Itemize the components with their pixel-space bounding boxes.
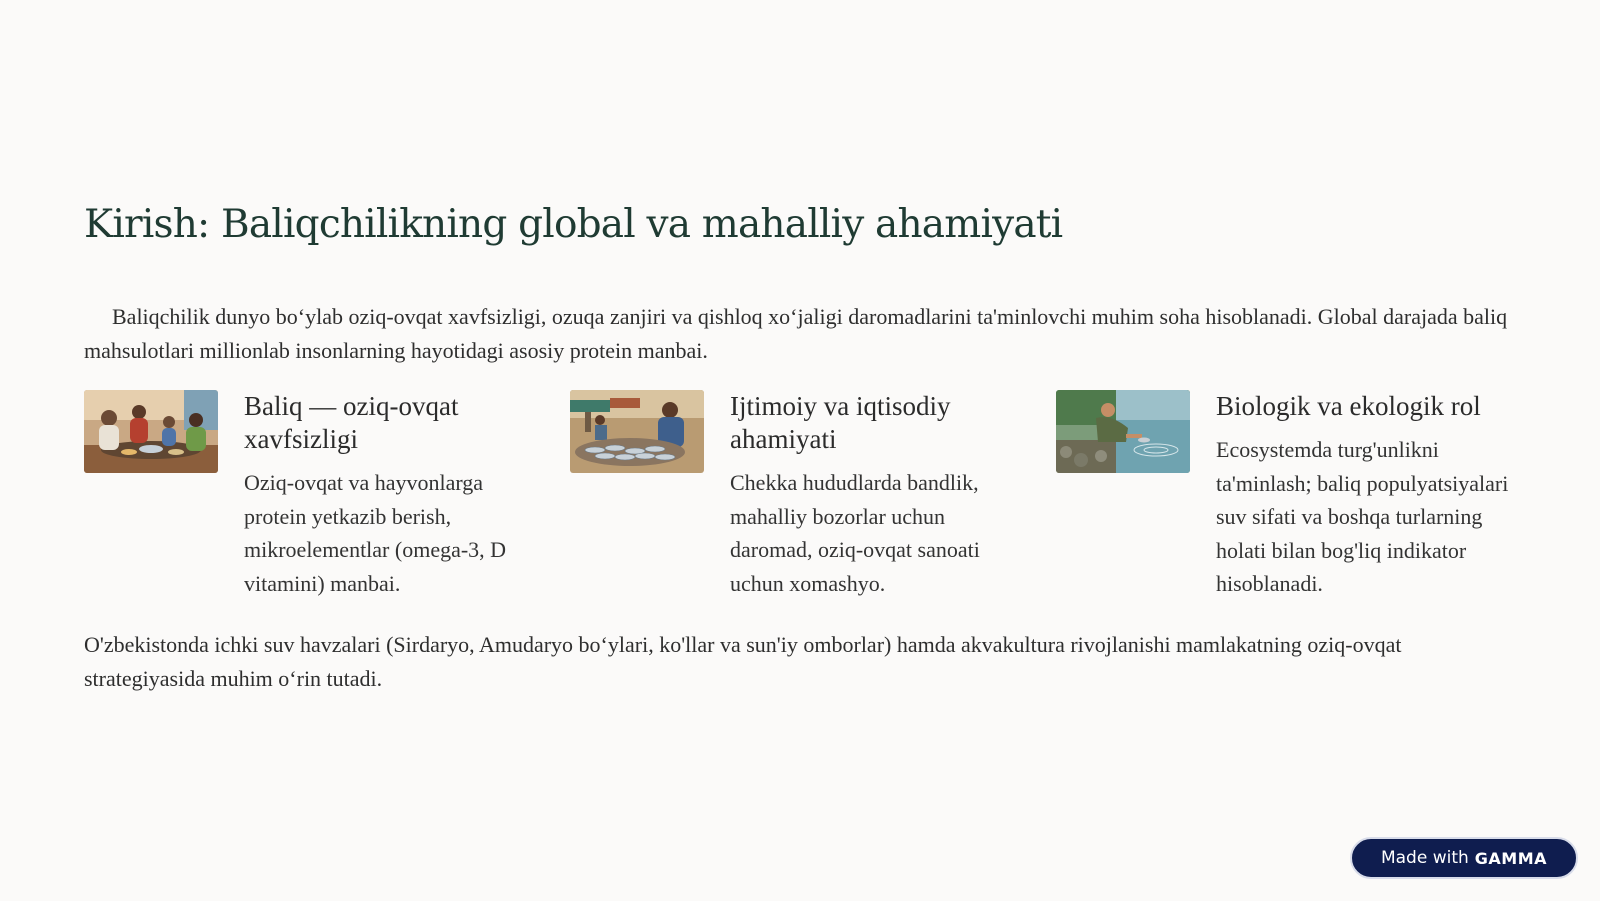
made-with-gamma-button[interactable] [1350, 837, 1578, 879]
card-text [730, 390, 1030, 600]
fish-market-illustration [570, 390, 704, 473]
outro-paragraph: O'zbekistonda ichki suv havzalari (Sirdaryo, Amudaryo bo‘ylari, ko'llar va sun'iy omborlar) hamda akvakultura rivojlanishi mamlakatning oziq-ovqat strategiyasida muhim o‘rin tutadi. [84, 632, 1402, 691]
family-meal-illustration [84, 390, 218, 473]
family-meal-image [84, 390, 218, 473]
card-food-security [84, 390, 554, 610]
card-title: Ijtimoiy va iqtisodiy ahamiyati [730, 391, 951, 454]
intro-paragraph: Baliqchilik dunyo bo‘ylab oziq-ovqat xavfsizligi, ozuqa zanjiri va qishloq xo‘jaligi daromadlarini ta'minlovchi muhim soha hisoblanadi. Global darajada baliq mahsulotlari millionlab insonlarning hayotidagi asosiy protein manbai. [84, 304, 1508, 363]
card-text [1216, 390, 1516, 601]
fish-market-image [570, 390, 704, 473]
card-socio-economic [570, 390, 1040, 610]
card-body: Chekka hududlarda bandlik, mahalliy bozorlar uchun daromad, oziq-ovqat sanoati uchun xomashyo. [730, 470, 980, 596]
card-text [244, 390, 544, 600]
card-ecological-role [1056, 390, 1526, 610]
card-body: Ecosystemda turg'unlikni ta'minlash; baliq populyatsiyalari suv sifati va boshqa turlarning holati bilan bog'liq indikator hisoblanadi. [1216, 437, 1509, 596]
page-title: Kirish: Baliqchilikning global va mahalliy ahamiyati [84, 202, 1063, 247]
card-title: Biologik va ekologik rol [1216, 391, 1481, 421]
card-title: Baliq — oziq-ovqat xavfsizligi [244, 391, 459, 454]
card-body: Oziq-ovqat va hayvonlarga protein yetkazib berish, mikroelementlar (omega-3, D vitamini) manbai. [244, 470, 507, 596]
river-scientist-image [1056, 390, 1190, 473]
badge-prefix: Made with [1380, 848, 1469, 868]
river-scientist-illustration [1056, 390, 1190, 473]
gamma-logo-text: GAMMA [1474, 848, 1548, 868]
